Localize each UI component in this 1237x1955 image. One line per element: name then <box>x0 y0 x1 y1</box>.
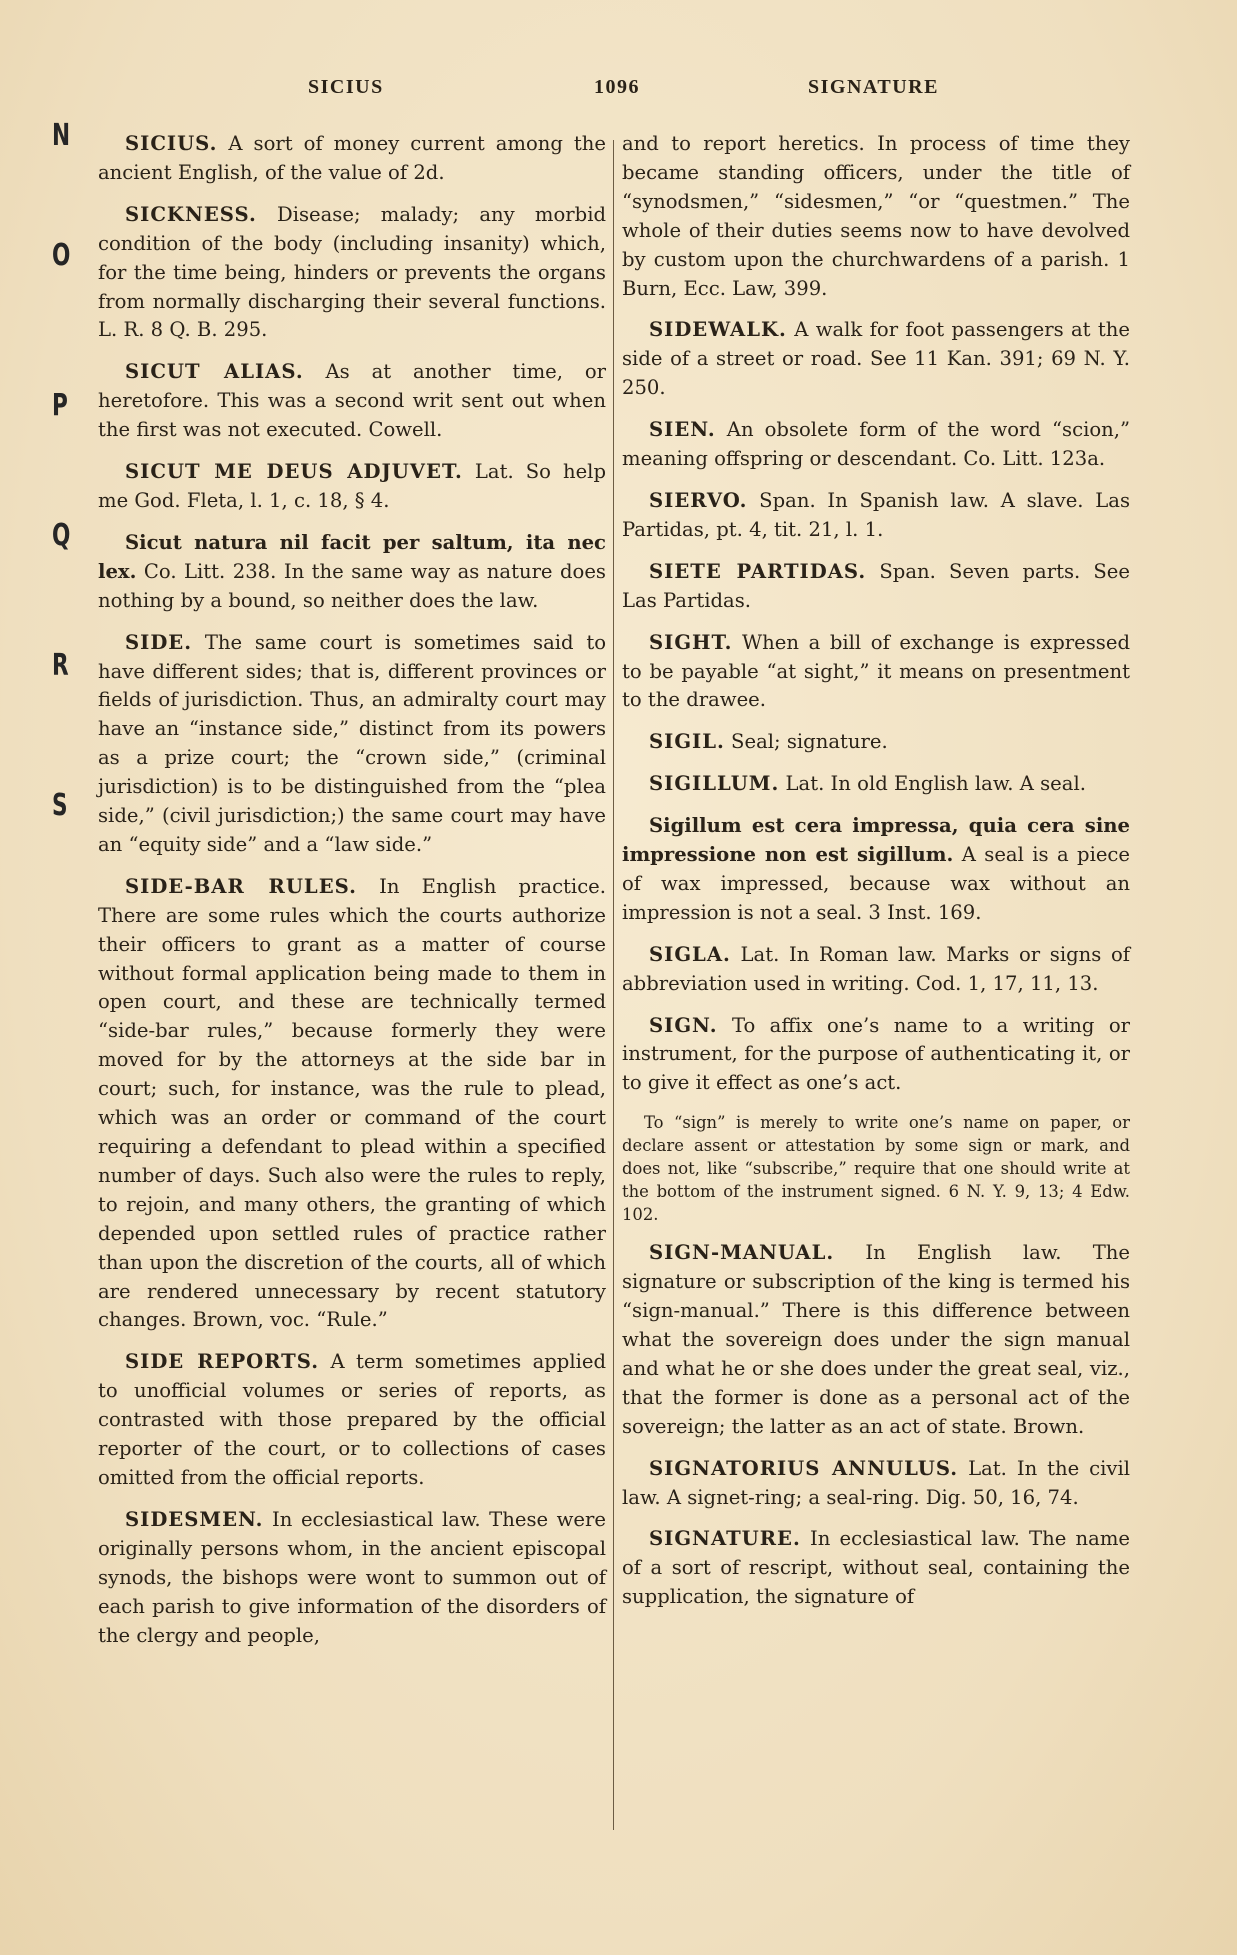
definition: Lat. In Roman law. Marks or signs of abbreviation used in writing. Cod. 1, 17, 11, 13. <box>622 942 1131 995</box>
dictionary-entry <box>622 487 1130 545</box>
headword: SIGHT. <box>649 630 733 654</box>
headword: SIGLA. <box>649 942 731 966</box>
headword: SIDE. <box>125 630 193 654</box>
dictionary-entry <box>622 941 1130 999</box>
headword: SIDEWALK. <box>649 318 787 342</box>
maxim-text: Sicut natura nil facit per saltum, ita nec lex. <box>98 530 606 583</box>
dictionary-entry <box>98 130 606 188</box>
dictionary-entry <box>98 1506 606 1651</box>
maxim-entry <box>622 812 1130 928</box>
entry-continuation: and to report heretics. In process of time they became standing officers, under the title of “synodsmen,” “sidesmen,” “or “questmen.” The whole of their duties seems now to have devolved by custom upon the churchwardens of a parish. 1 Burn, Ecc. Law, 399. <box>622 132 1130 300</box>
headword: SICUT ME DEUS ADJUVET. <box>125 460 463 484</box>
definition: As at another time, or heretofore. This was a second writ sent out when the first was not executed. Cowell. <box>98 360 606 442</box>
right-column <box>622 130 1130 1625</box>
dictionary-entry <box>622 1239 1130 1441</box>
headword: SIEN. <box>649 418 716 442</box>
header-last-word: SIGNATURE <box>808 76 939 98</box>
definition: A walk for foot passengers at the side of a street or road. See 11 Kan. 391; 69 N. Y. 250. <box>622 318 1131 400</box>
dictionary-entry <box>98 873 606 1336</box>
headword: SIGNATORIUS ANNULUS. <box>649 1456 959 1480</box>
definition: Seal; signature. <box>731 730 888 754</box>
maxim-entry <box>98 529 606 616</box>
thumb-index-letter: P <box>52 388 68 423</box>
dictionary-entry <box>622 1525 1130 1612</box>
maxim-translation: Co. Litt. 238. In the same way as nature does nothing by a bound, so neither does the law. <box>98 559 606 612</box>
headword: SIGNATURE. <box>649 1527 801 1551</box>
dictionary-entry <box>622 728 1130 757</box>
headword: SIGN. <box>649 1013 718 1037</box>
definition: Disease; malady; any morbid condition of the body (including insanity) which, for the time being, hinders or prevents the organs from normally discharging their several functions. L. R. 8 Q. B. 295. <box>98 202 606 342</box>
thumb-index-letter: R <box>52 648 69 683</box>
left-column <box>98 130 606 1663</box>
thumb-index-letter: S <box>52 788 68 823</box>
definition: When a bill of exchange is expressed to be payable “at sight,” it means on presentment to the drawee. <box>622 630 1130 712</box>
headword: SIGILLUM. <box>649 772 780 796</box>
thumb-index-letter: Q <box>52 518 71 553</box>
definition: Lat. So help me God. Fleta, l. 1, c. 18, § 4. <box>98 460 606 512</box>
definition: In English practice. There are some rules which the courts authorize their officers to grant as a matter of course without formal application being made to them in open court, and these are technically termed “side-bar rules,” because formerly they were moved for by the attorneys at the side bar in court; such, for instance, was the rule to plead, which was an order or command of the court requiring a defendant to plead within a specified number of days. Such also were the rules to reply, to rejoin, and many others, the granting of which depended upon settled rules of practice rather than upon the discretion of the courts, all of which are rendered unnecessary by recent statutory changes. Brown, voc. “Rule.” <box>98 874 606 1332</box>
definition: In ecclesiastical law. The name of a sort of rescript, without seal, containing the supplication, the signature of <box>622 1527 1130 1609</box>
thumb-index-letter: O <box>52 238 71 273</box>
headword: SIDE-BAR RULES. <box>125 874 357 898</box>
definition: A term sometimes applied to unofficial volumes or series of reports, as contrasted with those prepared by the official reporter of the court, or to collections of cases omitted from the official reports. <box>98 1350 607 1489</box>
definition: A sort of money current among the ancient English, of the value of 2d. <box>98 132 606 184</box>
headword: SIETE PARTIDAS. <box>649 559 867 583</box>
maxim-translation: A seal is a piece of wax impressed, because wax without an impression is not a seal. 3 Inst. 169. <box>622 843 1131 924</box>
definition: Lat. In the civil law. A signet-ring; a seal-ring. Dig. 50, 16, 74. <box>622 1456 1131 1509</box>
dictionary-entry <box>622 316 1130 403</box>
thumb-index-letter: N <box>52 118 71 153</box>
definition: Lat. In old English law. A seal. <box>785 772 1086 796</box>
dictionary-entry <box>622 1012 1130 1099</box>
headword: SICUT ALIAS. <box>125 360 304 384</box>
column-divider <box>613 140 614 1830</box>
headword: SICIUS. <box>125 132 218 155</box>
dictionary-entry <box>98 1348 606 1493</box>
maxim-text: Sigillum est cera impressa, quia cera sine impressione non est sigillum. <box>622 814 1130 867</box>
headword: SIGN-MANUAL. <box>649 1241 835 1265</box>
definition: In ecclesiastical law. These were originally persons whom, in the ancient episcopal synods, the bishops were wont to summon out of each parish to give information of the disorders of the clergy and people, <box>98 1507 606 1647</box>
definition: To affix one’s name to a writing or instrument, for the purpose of authenticating it, or to give it effect as one’s act. <box>622 1013 1130 1095</box>
definition: Span. In Spanish law. A slave. Las Partidas, pt. 4, tit. 21, l. 1. <box>622 488 1130 541</box>
usage-note: To “sign” is merely to write one’s name on paper, or declare assent or attestation by some sign or mark, and does not, like “subscribe,” require that one should write at the bottom of the instrument signed. 6 N. Y. 9, 13; 4 Edw. 102. <box>622 1113 1130 1225</box>
dictionary-entry <box>98 629 606 860</box>
dictionary-entry <box>622 558 1130 616</box>
dictionary-entry <box>622 416 1130 474</box>
dictionary-entry <box>98 201 606 346</box>
dictionary-entry <box>98 458 606 516</box>
running-header <box>0 76 1237 106</box>
dictionary-entry <box>622 629 1130 716</box>
definition: The same court is sometimes said to have different sides; that is, different provinces or fields of jurisdiction. Thus, an admiralty court may have an “instance side,” distinct from its powers as a prize court; the “crown side,” (criminal jurisdiction) is to be distinguished from the “plea side,” (civil jurisdiction;) the same court may have an “equity side” and a “law side.” <box>98 630 606 856</box>
headword: SIGIL. <box>649 730 725 754</box>
definition: In English law. The signature or subscription of the king is termed his “sign-manual.” There is this difference between what the sovereign does under the sign manual and what he or she does under the great seal, viz., that the former is done as a personal act of the sovereign; the latter as an act of state. Brown. <box>622 1241 1130 1438</box>
headword: SIDE REPORTS. <box>125 1350 320 1374</box>
headword: SIERVO. <box>649 488 748 512</box>
header-first-word: SICIUS <box>308 76 384 98</box>
page-number: 1096 <box>594 76 640 98</box>
definition: An obsolete form of the word “scion,” meaning offspring or descendant. Co. Litt. 123a. <box>622 418 1130 471</box>
definition: Span. Seven parts. See Las Partidas. <box>622 559 1130 612</box>
dictionary-entry <box>622 770 1130 799</box>
headword: SICKNESS. <box>125 202 257 226</box>
dictionary-entry <box>622 1455 1130 1513</box>
dictionary-entry <box>98 358 606 445</box>
headword: SIDESMEN. <box>125 1507 264 1531</box>
